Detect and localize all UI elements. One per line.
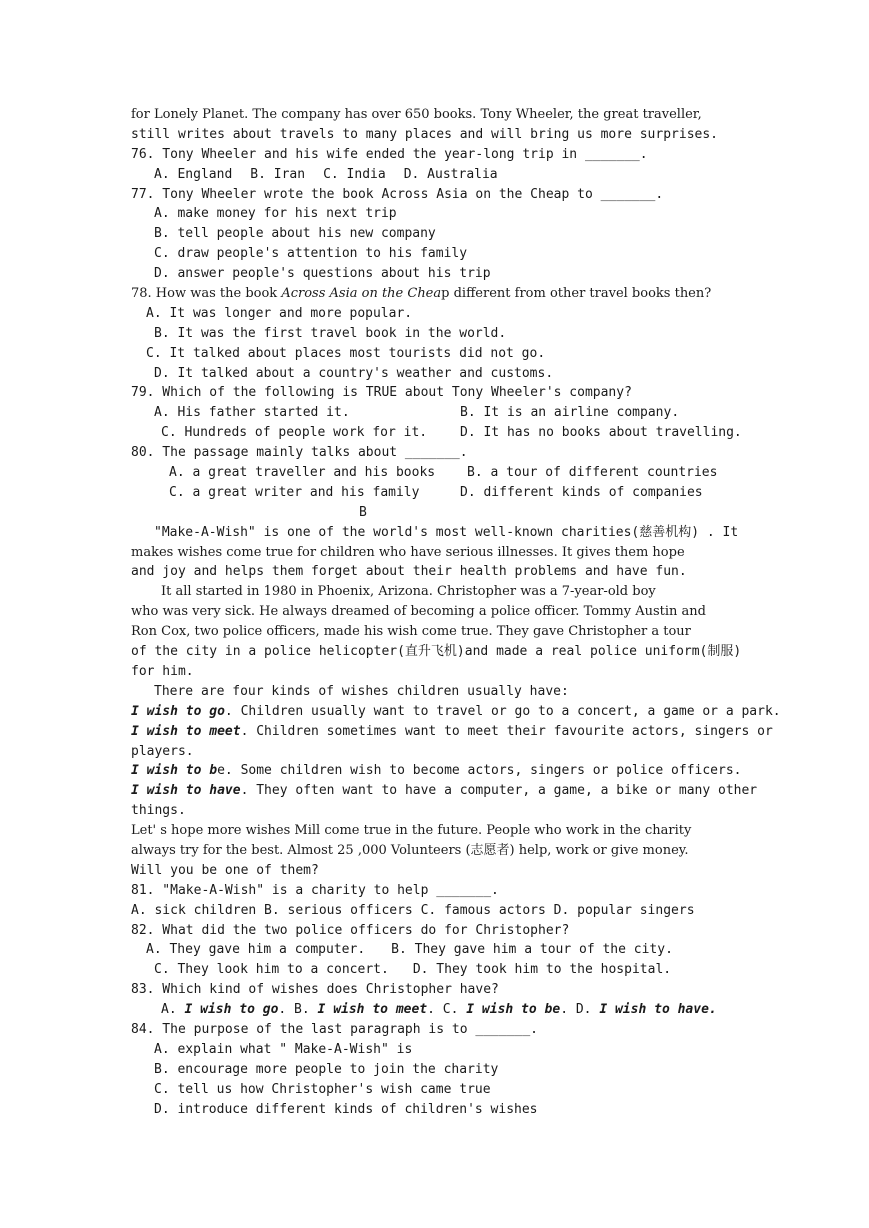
question-80-row-1	[131, 463, 743, 483]
option-83-d-label: . D.	[560, 1002, 592, 1018]
question-80-row-2	[131, 483, 743, 503]
option-77-d: D. answer people's questions about his trip	[154, 266, 491, 282]
wish-have-label: I wish to have	[131, 783, 241, 799]
wish-go-label: I wish to go	[131, 703, 225, 719]
question-81-stem: 81. "Make-A-Wish" is a charity to help _______.	[131, 882, 499, 898]
passage-p4-line-1: Let' s hope more wishes Mill come true in the future. People who work in the charity	[131, 823, 692, 839]
option-79-d: D. It has no books about travelling.	[460, 425, 742, 441]
question-83-stem: 83. Which kind of wishes does Christopher have?	[131, 982, 499, 998]
option-76-c: C. India	[323, 166, 386, 182]
option-78-c: C. It talked about places most tourists did not go.	[146, 345, 546, 361]
question-78-stem	[131, 284, 743, 304]
question-82-stem: 82. What did the two police officers do for Christopher?	[131, 922, 570, 938]
option-82-b: B. They gave him a tour of the city.	[391, 942, 673, 958]
option-84-c: C. tell us how Christopher's wish came true	[154, 1081, 491, 1097]
wish-have-line-2: things.	[131, 803, 186, 819]
option-79-a: A. His father started it.	[154, 405, 350, 421]
option-84-d: D. introduce different kinds of children's wishes	[154, 1101, 538, 1117]
wish-be-line	[131, 761, 743, 781]
option-76-b: B. Iran	[250, 166, 306, 182]
passage-p3: There are four kinds of wishes children usually have:	[154, 683, 569, 699]
question-80-stem: 80. The passage mainly talks about _______.	[131, 445, 468, 461]
wish-go-text: . Children usually want to travel or go to a concert, a game or a park.	[224, 703, 781, 719]
question-76-options	[131, 165, 743, 185]
passage-p1-line-2: makes wishes come true for children who have serious illnesses. It gives them hope	[131, 544, 685, 560]
passage-p2-line-2: who was very sick. He always dreamed of becoming a police officer. Tommy Austin and	[131, 604, 706, 620]
option-79-b: B. It is an airline company.	[460, 405, 680, 421]
option-83-b: I wish to meet	[317, 1002, 428, 1018]
passage-p2-line-1: It all started in 1980 in Phoenix, Arizona. Christopher was a 7-year-old boy	[161, 584, 656, 600]
passage-p2-line-4: of the city in a police helicopter(直升飞机)and made a real police uniform(制服)	[131, 644, 742, 660]
passage-p4-line-3: Will you be one of them?	[131, 862, 319, 878]
option-82-d: D. They took him to the hospital.	[412, 962, 672, 978]
passage-p1-line-3: and joy and helps them forget about their health problems and have fun.	[131, 564, 687, 580]
option-77-c: C. draw people's attention to his family	[154, 246, 468, 262]
option-83-c-label: . C.	[427, 1002, 459, 1018]
question-82-row-1	[131, 940, 743, 960]
question-83-options	[131, 1000, 743, 1020]
passage-p4-line-2: always try for the best. Almost 25 ,000 Volunteers (志愿者) help, work or give money.	[131, 842, 689, 858]
wish-have-text: . They often want to have a computer, a game, a bike or many other	[240, 783, 758, 799]
question-82-row-2	[131, 960, 743, 980]
passage-p2-line-3: Ron Cox, two police officers, made his wish come true. They gave Christopher a tour	[131, 624, 691, 640]
wish-meet-line	[131, 722, 773, 742]
option-83-a-label: A.	[161, 1002, 177, 1018]
wish-meet-line-2: players.	[131, 743, 194, 759]
passage-p1-line-1: "Make-A-Wish" is one of the world's most well-known charities(慈善机构) . It	[154, 524, 739, 540]
exam-page	[131, 105, 781, 1119]
option-78-d: D. It talked about a country's weather and customs.	[154, 365, 554, 381]
question-81-options: A. sick children B. serious officers C. famous actors D. popular singers	[131, 902, 695, 918]
question-76-stem: 76. Tony Wheeler and his wife ended the year-long trip in _______.	[131, 146, 648, 162]
wish-meet-text: . Children sometimes want to meet their favourite actors, singers or	[240, 723, 773, 739]
option-76-d: D. Australia	[403, 166, 498, 182]
option-77-b: B. tell people about his new company	[154, 226, 436, 242]
option-79-c: C. Hundreds of people work for it.	[161, 425, 428, 441]
question-77-stem: 77. Tony Wheeler wrote the book Across Asia on the Cheap to _______.	[131, 186, 664, 202]
option-78-b: B. It was the first travel book in the world.	[154, 325, 507, 341]
option-80-b: B. a tour of different countries	[467, 465, 718, 481]
option-83-c: I wish to be	[466, 1002, 561, 1018]
option-82-a: A. They gave him a computer.	[146, 942, 366, 958]
intro-line-2: still writes about travels to many places and will bring us more surprises.	[131, 126, 718, 142]
wish-be-label: I wish to b	[131, 763, 218, 779]
question-84-stem: 84. The purpose of the last paragraph is to _______.	[131, 1021, 538, 1037]
option-83-b-label: . B.	[278, 1002, 310, 1018]
option-78-a: A. It was longer and more popular.	[146, 305, 413, 321]
wish-be-text: e. Some children wish to become actors, singers or police officers.	[217, 763, 742, 779]
option-84-a: A. explain what " Make-A-Wish" is	[154, 1041, 413, 1057]
option-80-a: A. a great traveller and his books	[169, 465, 436, 481]
question-79-row-1	[131, 403, 743, 423]
option-83-d: I wish to have.	[599, 1002, 717, 1018]
option-80-c: C. a great writer and his family	[169, 484, 420, 500]
wish-go-line	[131, 702, 781, 722]
passage-p2-line-5: for him.	[131, 663, 194, 679]
stem-78-book-title: Across Asia on the Chea	[281, 286, 442, 302]
option-77-a: A. make money for his next trip	[154, 206, 397, 222]
section-b-heading: B	[359, 504, 367, 520]
wish-have-line	[131, 781, 758, 801]
stem-78-pre: 78. How was the book	[131, 286, 282, 302]
option-82-c: C. They look him to a concert.	[154, 962, 389, 978]
intro-line-1: for Lonely Planet. The company has over 650 books. Tony Wheeler, the great traveller,	[131, 107, 702, 122]
option-84-b: B. encourage more people to join the charity	[154, 1061, 499, 1077]
option-83-a: I wish to go	[184, 1002, 279, 1018]
wish-meet-label: I wish to meet	[131, 723, 241, 739]
question-79-row-2	[131, 423, 743, 443]
question-79-stem: 79. Which of the following is TRUE about Tony Wheeler's company?	[131, 385, 632, 401]
option-76-a: A. England	[154, 166, 233, 182]
stem-78-post: p different from other travel books then?	[441, 286, 712, 302]
option-80-d: D. different kinds of companies	[460, 484, 703, 500]
